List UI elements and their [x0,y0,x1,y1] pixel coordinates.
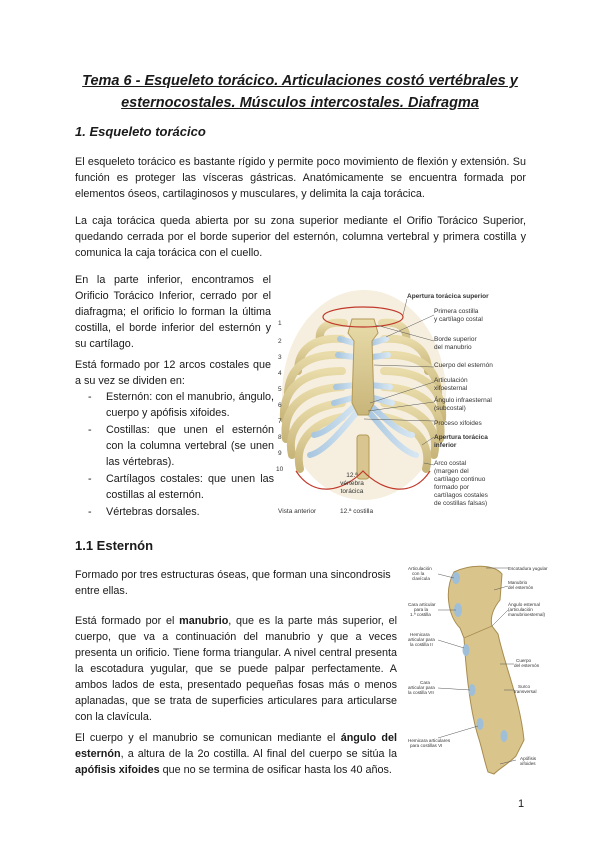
label-surco: transversal [514,689,537,694]
term-manubrio: manubrio [179,615,229,627]
rib-number: 10 [276,466,284,473]
label-cara-articular-7: la costilla VII [408,690,434,695]
list-item: - Cartílagos costales: que unen las costillas al esternón. [88,471,274,503]
label-angulo-esternal: manubrioesternal) [508,612,546,617]
label-apertura-superior: Apertura torácica superior [407,293,489,300]
term-apofisis-xifoides: apófisis xifoides [75,764,160,776]
spine [357,435,369,479]
label-primera-costilla: y cartílago costal [434,316,483,323]
paragraph-arcos-costales: Está formado por 12 arcos costales que a su vez se dividen en: [75,359,271,387]
label-cara-articular-7: Cara [420,680,430,685]
list-item: - Vértebras dorsales. [88,504,274,520]
label-angulo-infraesternal: Ángulo infraesternal [434,397,492,404]
text-run: , a altura de la 2o costilla. Al final del cuerpo se sitúa la [120,748,397,760]
document-title [60,70,540,114]
paragraph-manubrio [75,613,397,725]
label-manubrio: Manubrio [508,580,528,585]
label-arco-costal: de costillas falsas) [434,500,488,507]
label-articulacion-clavicula: Articulación [408,566,432,571]
paragraph-orificio-inferior: En la parte inferior, encontramos el Orificio Torácico Inferior, cerrado por el diafragma; el orificio lo forman la última costilla, el borde inferior del esternón y su cartílago. [75,274,271,350]
paragraph-angulo-esternon [75,730,397,778]
paragraph-orificio-superior: La caja torácica queda abierta por su zona superior mediante el Orifio Torácico Superior, quedando cerrada por el borde superior del esternón, columna vertebral y primera costilla y comunica la caja torácica con el cuello. [75,215,526,259]
label-cara-articular-1: Cara articular [408,602,436,607]
label-hemicaras: para costillas VI [410,743,443,748]
rib-number: 3 [278,354,282,361]
label-hemicaras: Hemicara articulares [408,738,451,743]
list-item: - Esternón: con el manubrio, ángulo, cuerpo y apófisis xifoides. [88,389,274,421]
sternum-bone [448,566,524,774]
label-cara-articular-1: para la [414,607,429,612]
label-vertebra: torácica [340,488,364,495]
rib-number: 2 [278,338,282,345]
label-primera-costilla: Primera costilla [434,308,479,315]
label-borde-superior: del manubrio [434,344,472,351]
sternum-figure [408,560,560,780]
label-articulacion: xifoesternal [434,385,468,392]
label-articulacion: Articulación [434,377,468,384]
label-cuerpo: Cuerpo [516,658,532,663]
label-hemicara-2: la costilla II [410,642,433,647]
paragraph-intro: El esqueleto torácico es bastante rígido y permite poco movimiento de flexión y extensión. Su función es proteger las vísceras gástricas. Anatómicamente se encuentra formada por elementos óseos, cartilaginosos y musculares, y delimita la caja torácica. [75,156,526,200]
page-number: 1 [518,798,525,810]
label-angulo-infraesternal: (subcostal) [434,405,466,412]
list-item: - Costillas: que unen el esternón con la columna vertebral (se unen las vértebras). [88,422,274,470]
label-arco-costal: formado por [434,484,470,491]
title-line-1: Tema 6 - Esqueleto torácico. Articulaciones costó vertébrales y [82,73,518,89]
rib-number: 8 [278,434,282,441]
label-cara-articular-1: 1.ª costilla [410,612,431,617]
text-run: Está formado por el [75,615,180,627]
label-articulacion-clavicula: con la [412,571,425,576]
label-angulo-esternal: Ángulo esternal [508,602,540,607]
label-vertebra: 12.ª [346,472,358,479]
label-cuerpo: del esternón [514,663,540,668]
paragraph-sincondrosis: Formado por tres estructuras óseas, que forman una sincondrosis entre ellas. [75,569,391,597]
text-run: El cuerpo y el manubrio se comunican mediante el [75,732,341,744]
components-list [88,389,274,521]
title-line-2: esternocostales. Músculos intercostales. Diafragma [121,95,479,111]
label-escotadura-yugular: Escotadura yugular [508,566,548,571]
label-manubrio: del esternón [508,585,534,590]
label-hemicara-2: Hemicara [410,632,430,637]
rib-number: 4 [278,370,282,377]
thoracic-cage-figure [274,285,536,517]
label-arco-costal: Arco costal [434,460,467,467]
rib-number: 1 [278,320,282,327]
label-apofisis: Apófisis [520,756,537,761]
text-run: , que es la parte más superior, el cuerpo, que va a continuación del manubrio y que a veces presenta un orificio. Tiene forma triangular. A nivel central presenta la escotadura yugular, que se puede palpar perfectamente. A ambos lados de esta, presentado pequeñas fosas más o menos aplanadas, que se trata de superficies articulares para articularse con la clavícula. [75,615,397,723]
label-costilla-12: 12.ª costilla [340,508,374,515]
label-proceso-xifoides: Proceso xifoides [434,420,482,427]
label-apertura-inferior: inferior [434,442,457,449]
section-heading-esternon: 1.1 Esternón [75,538,154,553]
text-run: que no se termina de osificar hasta los 40 años. [159,764,392,776]
label-arco-costal: cartílagos costales [434,492,488,499]
label-surco: Surco [518,684,531,689]
rib-number: 6 [278,402,282,409]
rib-number: 5 [278,386,282,393]
label-borde-superior: Borde superior [434,336,477,343]
label-angulo-esternal: (articulación [508,607,533,612]
label-apertura-inferior: Apertura torácica [434,434,488,441]
rib-number: 7 [278,418,282,425]
label-vista-anterior: Vista anterior [278,508,317,515]
label-cuerpo-esternon: Cuerpo del esternón [434,362,493,369]
term-angulo-esternon: ángulo del esternón [75,732,397,760]
label-articulacion-clavicula: clavícula [412,576,430,581]
rib-number: 9 [278,450,282,457]
label-hemicara-2: articular para [408,637,435,642]
label-cara-articular-7: articular para [408,685,435,690]
label-vertebra: vértebra [340,480,364,487]
section-heading-esqueleto: 1. Esqueleto torácico [75,124,206,139]
label-apofisis: xifoides [520,761,536,766]
label-arco-costal: (margen del [434,468,469,475]
label-arco-costal: cartílago continuo [434,476,486,483]
